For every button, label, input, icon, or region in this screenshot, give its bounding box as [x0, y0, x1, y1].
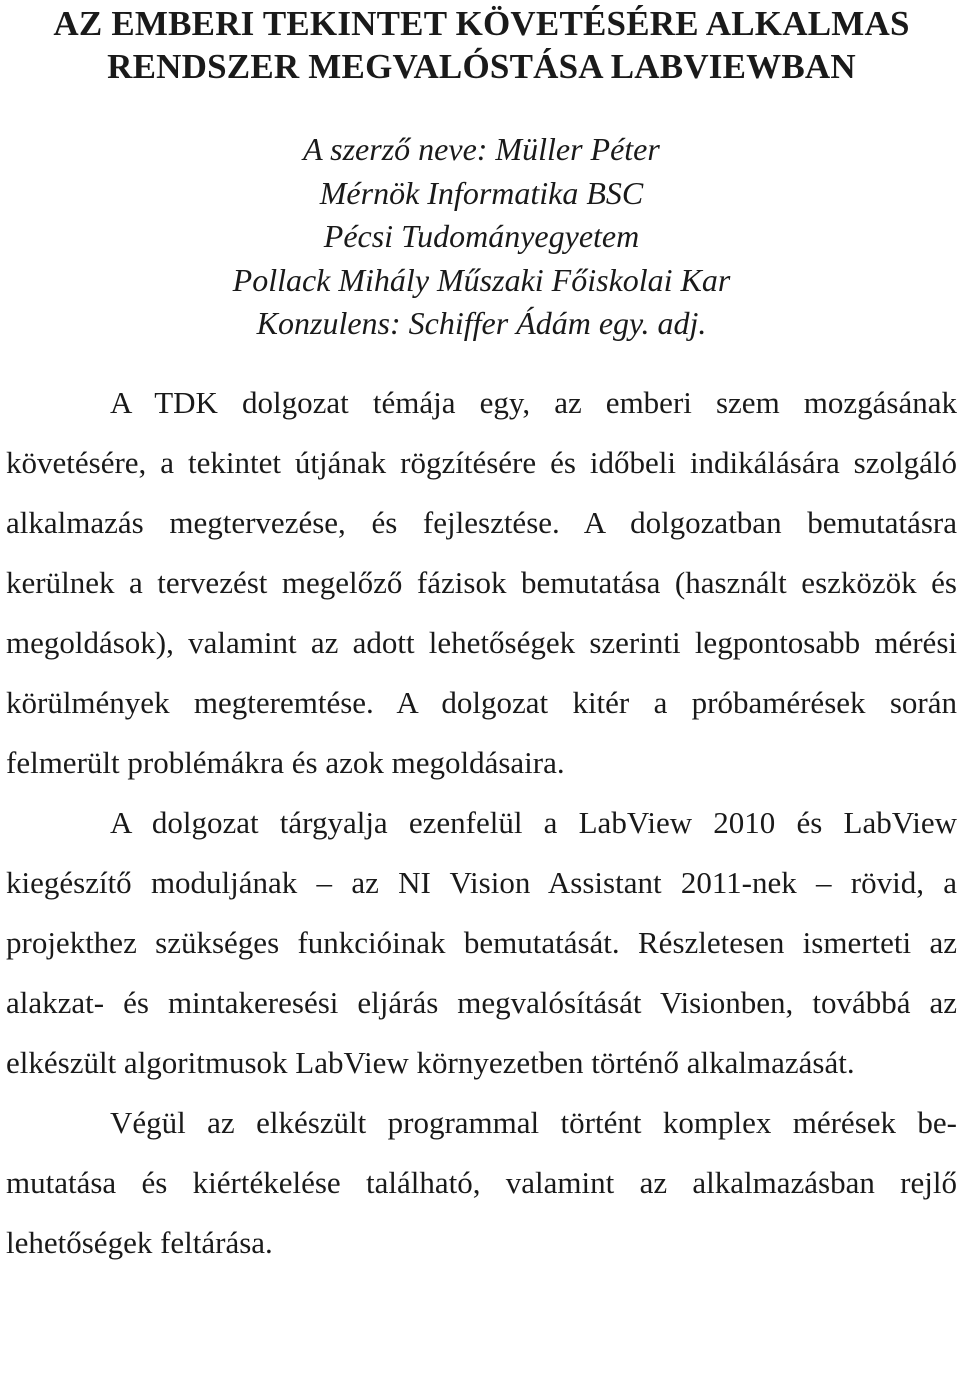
author-faculty: Pollack Mihály Műszaki Főiskolai Kar	[232, 261, 731, 298]
author-program: Mérnök Informatika BSC	[319, 174, 644, 211]
abstract-paragraph-3: Végül az elkészült programmal történt komplex mérések bemutatása és kiértékelése található, valamint az alkalmazásban rejlő lehetőségek feltárása.	[6, 1104, 957, 1260]
paper-title	[6, 0, 957, 88]
abstract-paragraph-1: A TDK dolgozat témája egy, az emberi szem mozgásának követésére, a tekintet útjának rögzítésére és időbeli indikálására szolgáló alkalmazás megtervezése, és fejlesztése. A dolgozatban bemutatásra kerülnek a tervezést megelőző fázisok bemutatása (használt eszközök és megoldások), valamint az adott lehetőségek szerinti legpontosabb mérési körülmények megteremtése. A dolgozat kitér a próbamérések során felmerült problémákra és azok megoldásaira.	[6, 384, 957, 780]
abstract	[6, 373, 957, 1273]
title-line-1: AZ EMBERI TEKINTET KÖVETÉSÉRE ALKALMAS	[53, 4, 910, 43]
author-advisor: Konzulens: Schiffer Ádám egy. adj.	[256, 305, 707, 341]
title-line-2: RENDSZER MEGVALÓSTÁSA LABVIEWBAN	[107, 47, 856, 86]
author-block	[6, 128, 957, 346]
author-name: A szerző neve: Müller Péter	[303, 131, 660, 167]
author-university: Pécsi Tudományegyetem	[323, 218, 640, 254]
abstract-paragraph-2: A dolgozat tárgyalja ezenfelül a LabView 2010 és LabView kiegészítő moduljának – az NI Vision Assistant 2011-nek – rövid, a projekthez szükséges funkcióinak bemutatását. Részletesen ismerteti az alakzat- és mintakeresési eljárás megvalósítását Visionben, továbbá az elkészült algoritmusok LabView környezetben történő alkalmazását.	[6, 804, 957, 1080]
